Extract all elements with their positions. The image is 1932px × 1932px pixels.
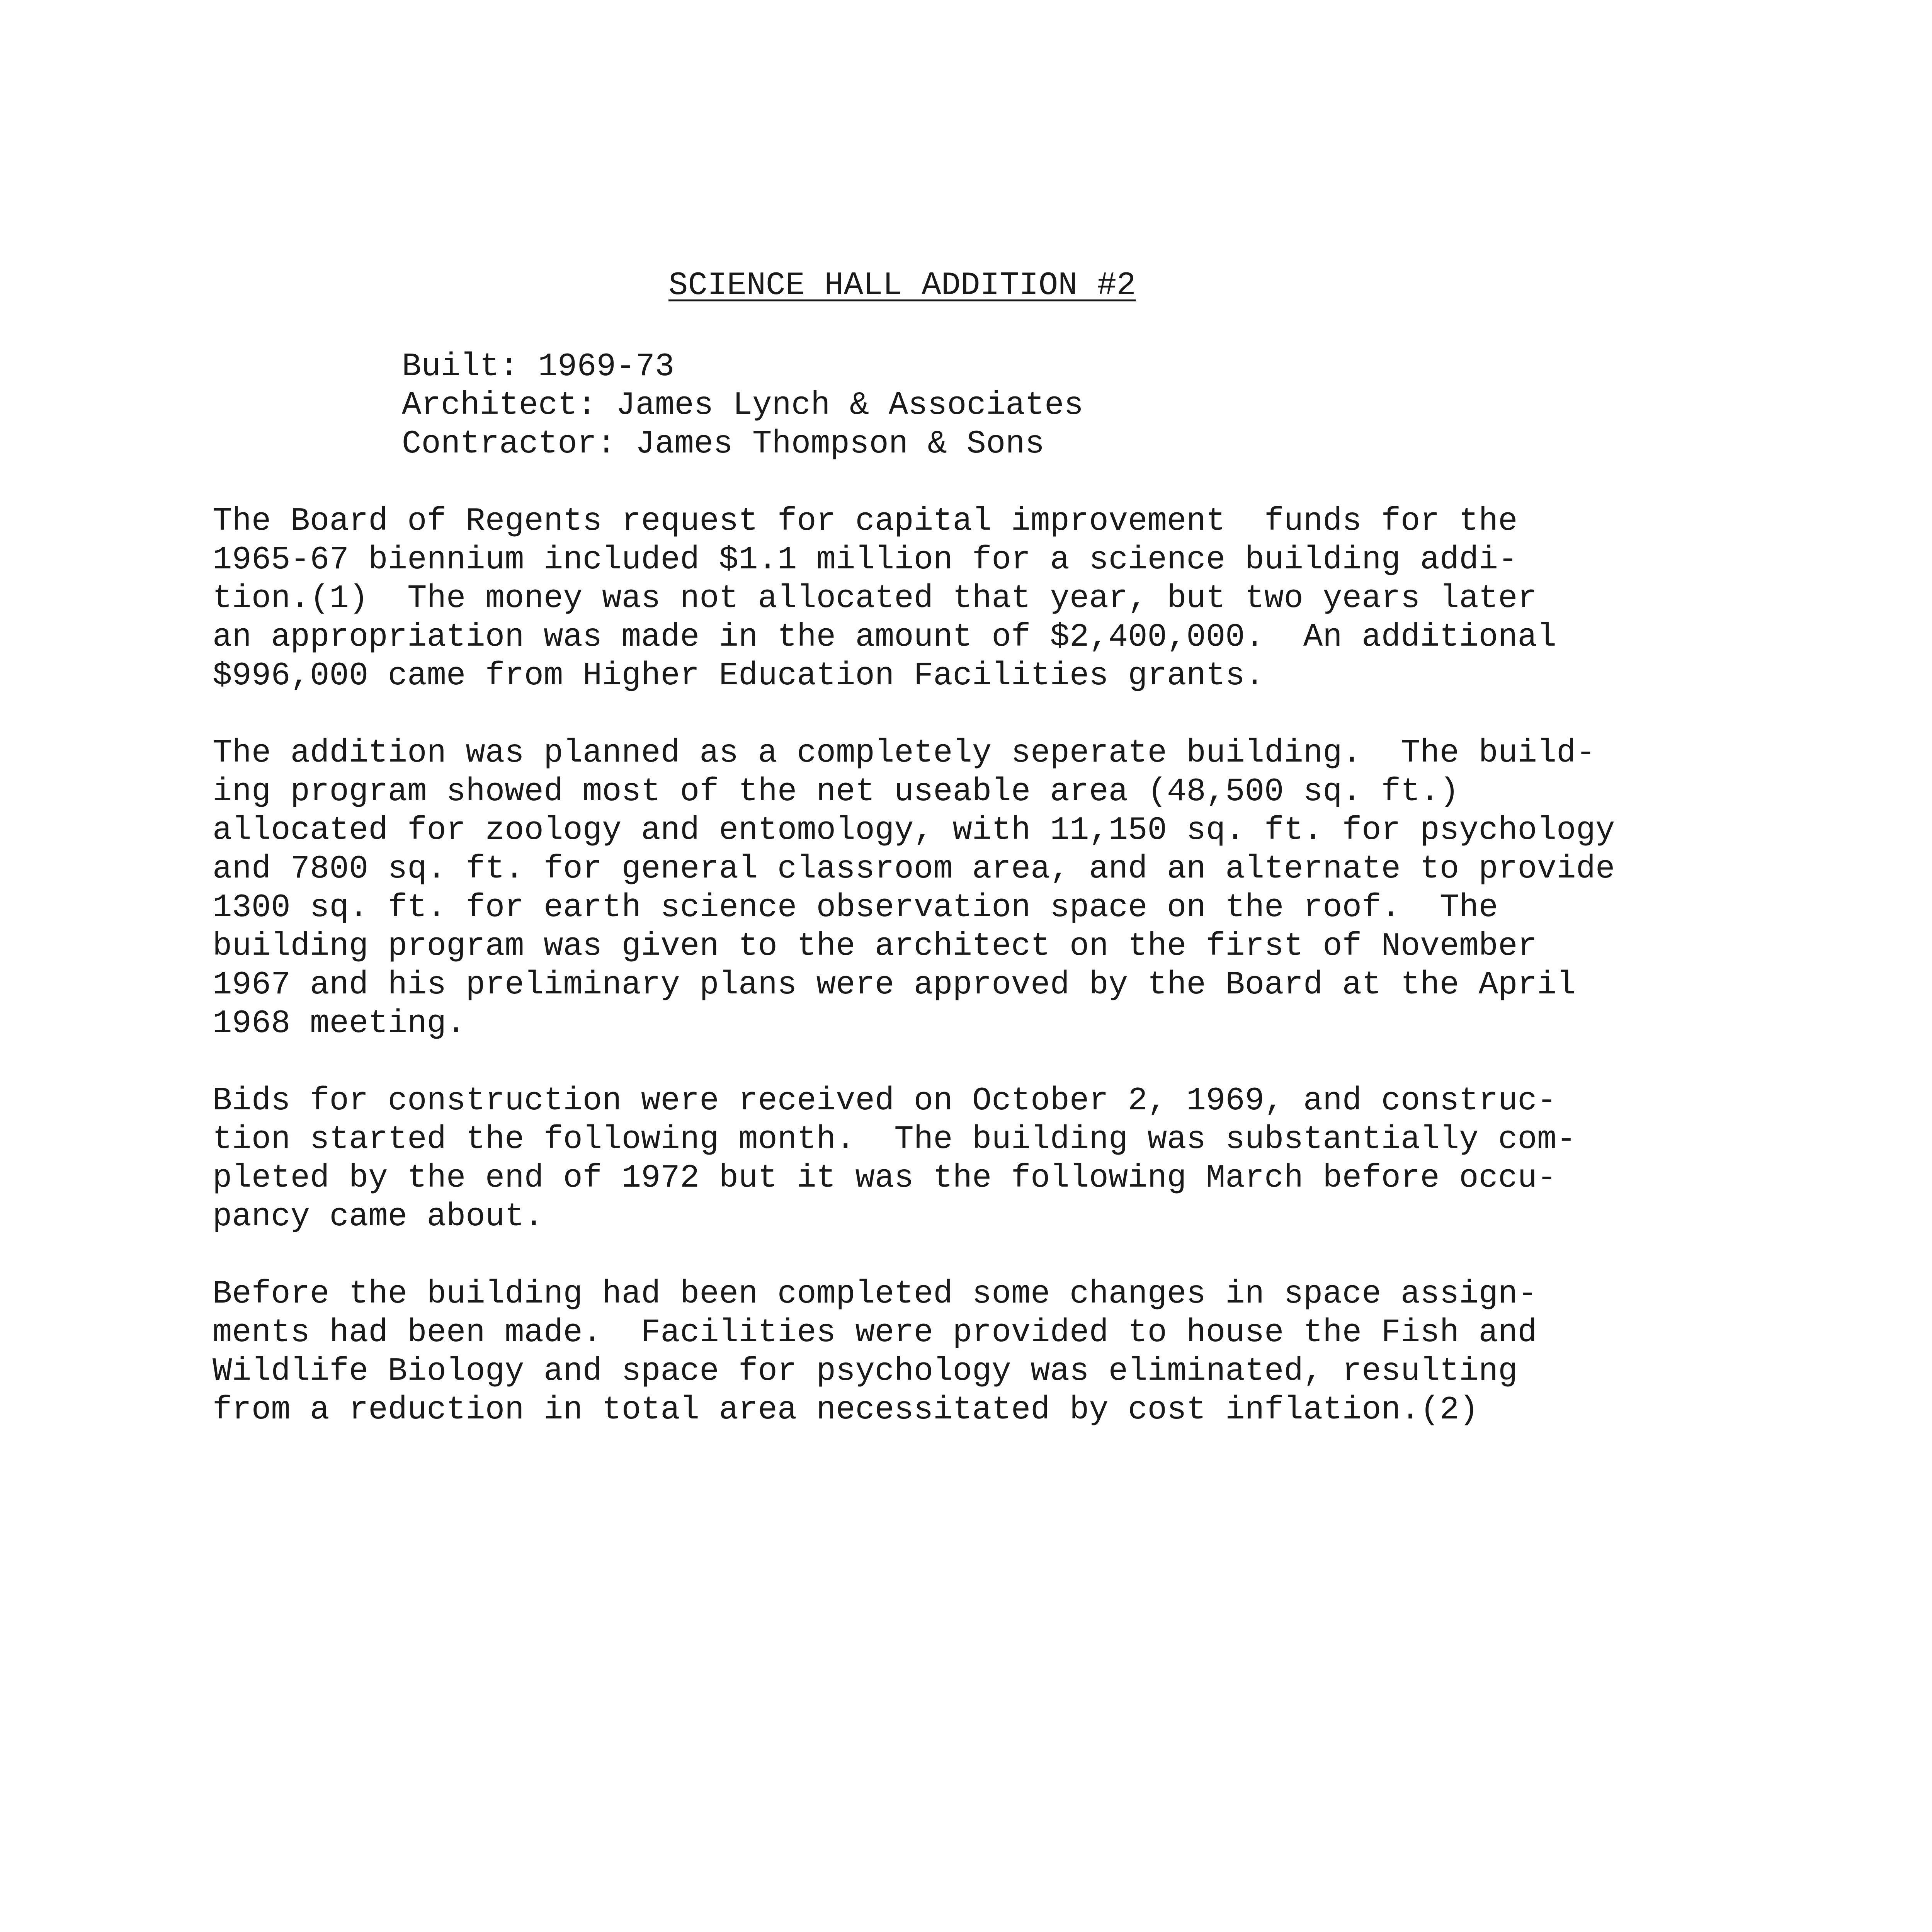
built-label: Built:	[402, 349, 519, 385]
architect-value: James Lynch & Associates	[616, 387, 1083, 424]
built-value: 1969-73	[538, 349, 675, 385]
contractor-value: James Thompson & Sons	[635, 426, 1045, 463]
body-text	[213, 502, 1642, 1468]
page-title: SCIENCE HALL ADDITION #2	[668, 267, 1136, 304]
paragraph-changes: Before the building had been completed some changes in space assign- ments had been made. Facilities were provided to house the Fish and Wildlife Biology and space for psychology was eliminated, resulting from a reduction in total area necessitated by cost inflation.(2)	[213, 1276, 1537, 1429]
contractor-row	[402, 425, 1083, 464]
building-info	[402, 348, 1083, 464]
contractor-label: Contractor:	[402, 426, 616, 463]
paragraph-construction: Bids for construction were received on October 2, 1969, and construc- tion started the following month. The building was substantially com- pleted by the end of 1972 but it was the following March before occu- pancy came about.	[213, 1083, 1576, 1235]
architect-row	[402, 386, 1083, 425]
paragraph-program: The addition was planned as a completely seperate building. The build- ing program showed most of the net useable area (48,500 sq. ft.) allocated for zoology and entomology, with 11,150 sq. ft. for psychology and 7800 sq. ft. for general classroom area, and an alternate to provide 1300 sq. ft. for earth science observation space on the roof. The building program was given to the architect on the first of November 1967 and his preliminary plans were approved by the Board at the April 1968 meeting.	[213, 735, 1615, 1042]
architect-label: Architect:	[402, 387, 597, 424]
built-row	[402, 348, 1083, 386]
paragraph-funding: The Board of Regents request for capital improvement funds for the 1965-67 biennium included $1.1 million for a science building addi- tion.(1) The money was not allocated that year, but two years later an appropriation was made in the amount of $2,400,000. An additional $996,000 came from Higher Education Facilities grants.	[213, 503, 1557, 694]
